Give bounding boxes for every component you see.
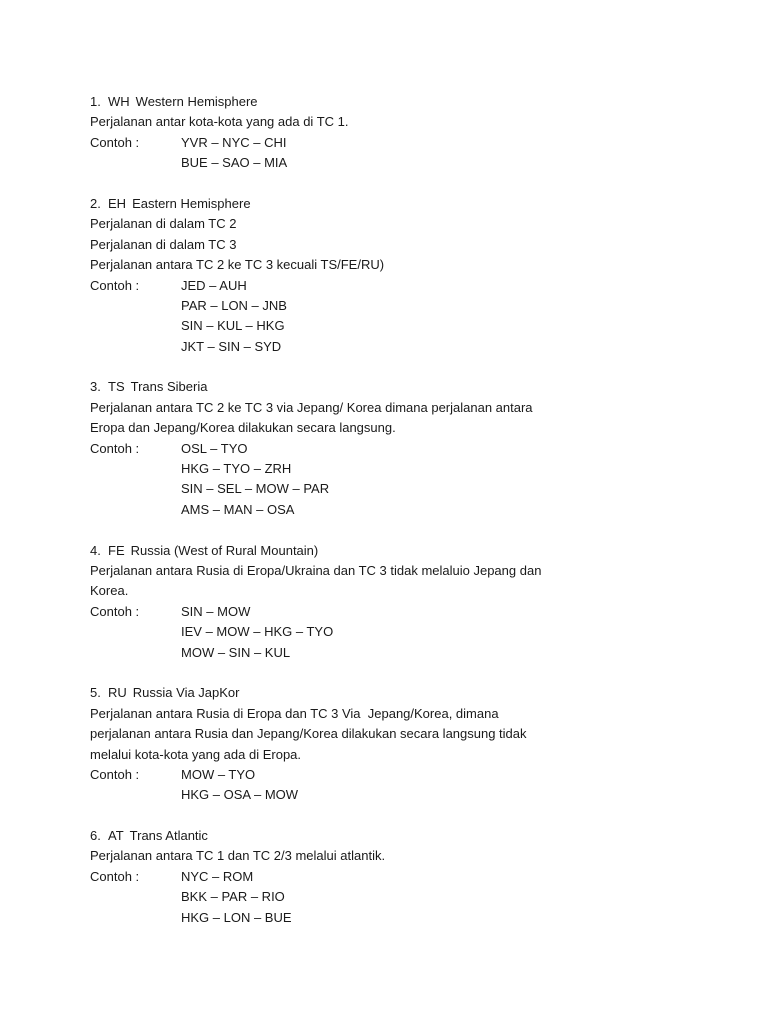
section-wh [90,92,690,174]
example-label [90,296,181,316]
section-number: 4. [90,542,101,558]
example-row [90,439,690,459]
section-heading [90,683,690,703]
section-number: 1. [90,94,101,109]
example-row [90,276,690,296]
example-route: HKG – OSA – MOW [181,787,299,803]
example-label [90,887,181,907]
example-row [90,908,690,928]
description-line: Eropa dan Jepang/Korea dilakukan secara langsung. [90,420,396,436]
example-route: MOW – TYO [181,766,256,782]
section-title: Trans Siberia [130,379,208,395]
section-heading [90,92,690,112]
example-row [90,133,690,153]
example-route: YVR – NYC – CHI [181,134,287,150]
example-label [90,153,181,173]
example-route: HKG – TYO – ZRH [181,461,292,477]
section-eh [90,194,690,357]
section-code: RU [108,685,127,701]
example-row [90,500,690,520]
section-heading [90,377,690,397]
section-heading [90,541,690,561]
example-route: SIN – KUL – HKG [181,318,285,334]
example-route: SIN – SEL – MOW – PAR [181,481,330,497]
section-code: WH [108,94,130,109]
example-route: PAR – LON – JNB [181,297,287,313]
example-route: MOW – SIN – KUL [181,644,291,660]
description-line: Perjalanan antara Rusia di Eropa dan TC 3 Via Jepang/Korea, dimana [90,705,499,721]
example-row [90,643,690,663]
section-title: Trans Atlantic [129,828,208,844]
description-line: Korea. [90,583,129,599]
section-title: Russia (West of Rural Mountain) [130,542,319,558]
example-label [90,908,181,928]
section-heading [90,826,690,846]
section-title: Eastern Hemisphere [132,195,251,211]
example-route: JKT – SIN – SYD [181,338,282,354]
example-label: Contoh : [90,603,140,619]
example-route: AMS – MAN – OSA [181,501,295,517]
example-route: HKG – LON – BUE [181,909,292,925]
example-label [90,459,181,479]
example-route: BUE – SAO – MIA [181,155,288,171]
section-heading [90,194,690,214]
example-route: JED – AUH [181,277,247,293]
section-ru [90,683,690,805]
example-route: SIN – MOW [181,603,251,619]
example-label [90,479,181,499]
example-row [90,479,690,499]
example-row [90,459,690,479]
description-line: Perjalanan antara TC 2 ke TC 3 via Jepang/ Korea dimana perjalanan antara [90,399,533,415]
section-at [90,826,690,928]
description-line: Perjalanan antar kota-kota yang ada di TC 1. [90,114,349,130]
example-label [90,316,181,336]
section-code: AT [108,828,124,844]
section-number: 2. [90,195,101,211]
example-label: Contoh : [90,766,140,782]
example-row [90,316,690,336]
example-row [90,602,690,622]
example-label [90,785,181,805]
section-number: 5. [90,685,101,701]
document-page [90,92,690,928]
section-code: TS [108,379,125,395]
example-label [90,622,181,642]
description-line: Perjalanan antara TC 2 ke TC 3 kecuali TS/FE/RU) [90,257,385,273]
example-route: BKK – PAR – RIO [181,889,285,905]
example-label [90,337,181,357]
section-ts [90,377,690,520]
description-line: perjalanan antara Rusia dan Jepang/Korea dilakukan secara langsung tidak [90,726,527,742]
description-line: Perjalanan di dalam TC 2 [90,216,237,232]
description-line: melalui kota-kota yang ada di Eropa. [90,746,302,762]
example-row [90,622,690,642]
example-row [90,887,690,907]
example-label: Contoh : [90,440,140,456]
example-label [90,500,181,520]
description-line: Perjalanan di dalam TC 3 [90,236,237,252]
section-code: FE [108,542,125,558]
example-route: IEV – MOW – HKG – TYO [181,624,334,640]
description-line: Perjalanan antara TC 1 dan TC 2/3 melalui atlantik. [90,848,386,864]
description-line: Perjalanan antara Rusia di Eropa/Ukraina dan TC 3 tidak melaluio Jepang dan [90,562,542,578]
section-number: 3. [90,379,101,395]
example-route: OSL – TYO [181,440,248,456]
example-route: NYC – ROM [181,868,254,884]
section-number: 6. [90,828,101,844]
section-title: Western Hemisphere [135,94,258,109]
example-row [90,867,690,887]
example-row [90,785,690,805]
example-label: Contoh : [90,134,140,150]
section-code: EH [108,195,127,211]
section-fe [90,541,690,663]
example-label: Contoh : [90,277,140,293]
example-label: Contoh : [90,868,140,884]
example-label [90,643,181,663]
example-row [90,153,690,173]
section-title: Russia Via JapKor [132,685,240,701]
example-row [90,296,690,316]
example-row [90,765,690,785]
example-row [90,337,690,357]
